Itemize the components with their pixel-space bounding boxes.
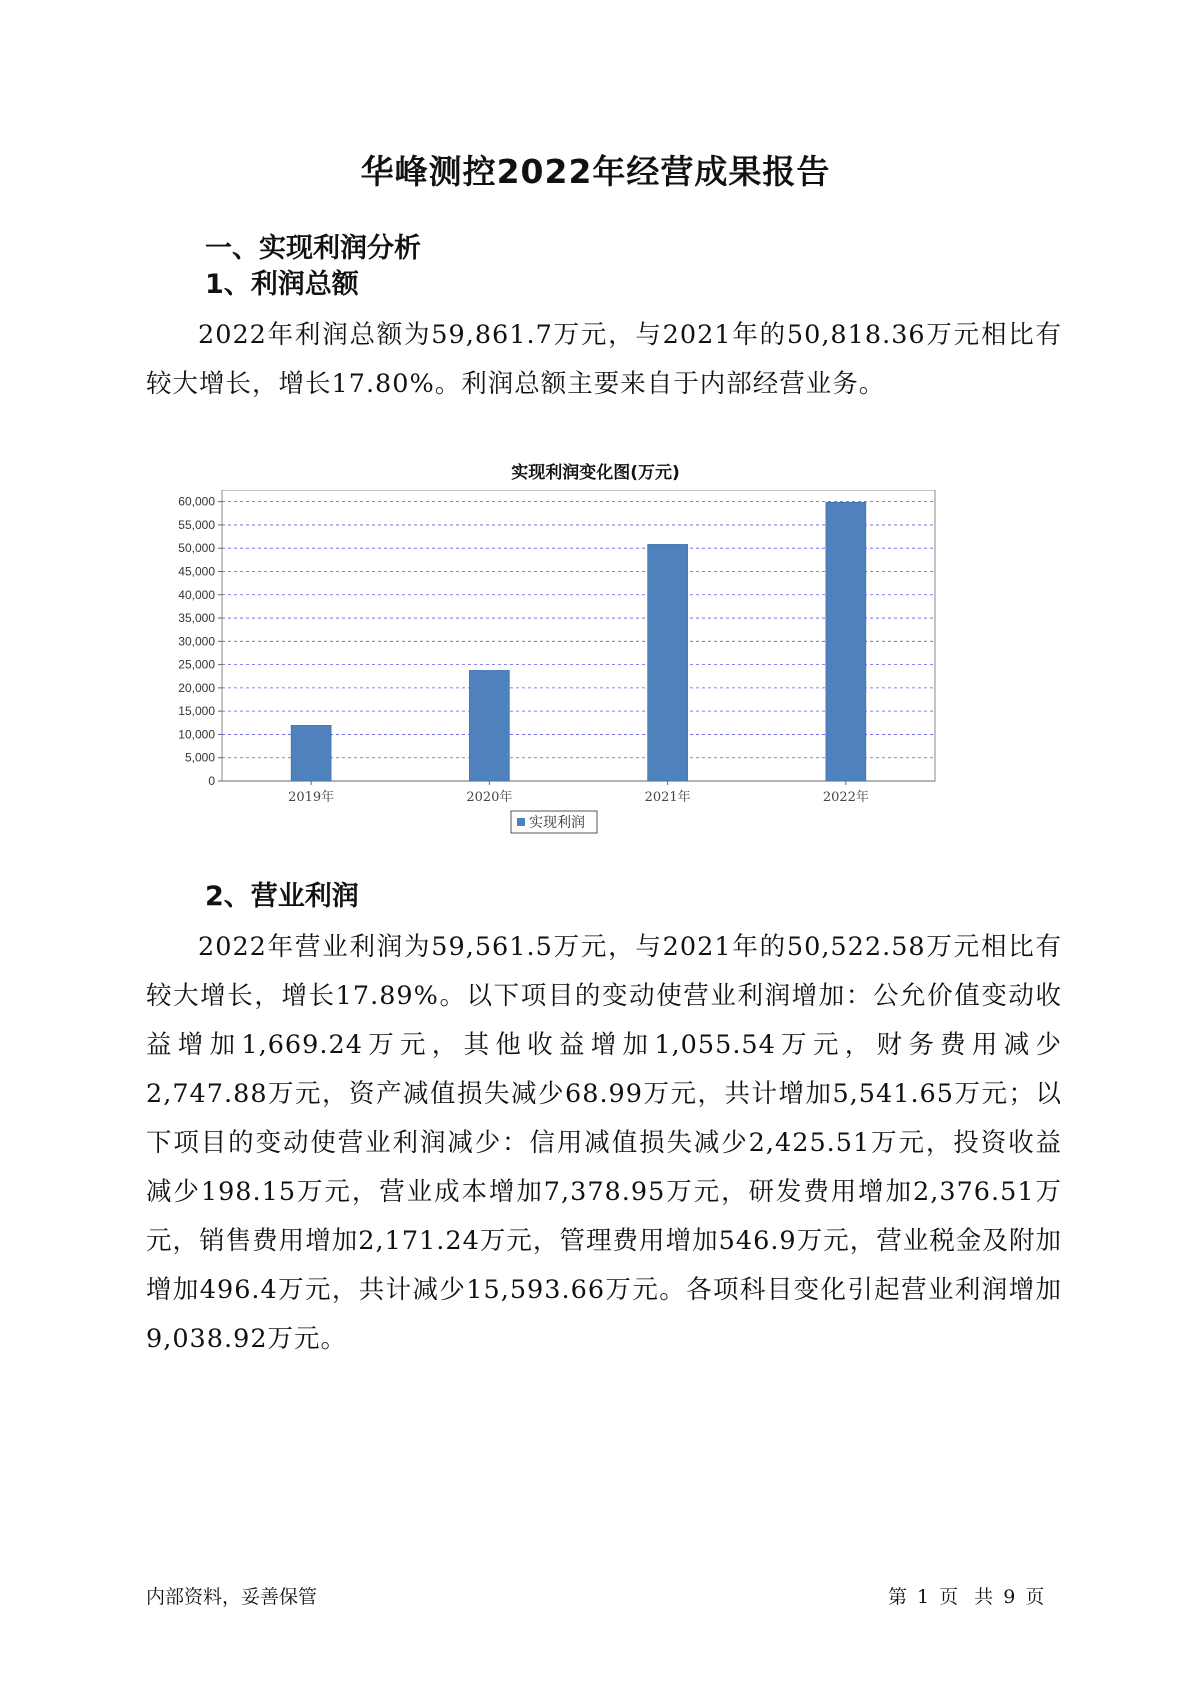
page-prefix: 第 xyxy=(888,1586,908,1608)
profit-bar-chart xyxy=(160,490,1020,850)
paragraph-operating-profit: 2022年营业利润为59,561.5万元，与2021年的50,522.58万元相比有较大增长，增长17.89%。以下项目的变动使营业利润增加：公允价值变动收益增加1,669.24万元，其他收益增加1,055.54万元，财务费用减少2,747.88万元，资产减值损失减少68.99万元，共计增加5,541.65万元；以下项目的变动使营业利润减少：信用减值损失减少2,425.51万元，投资收益减少198.15万元，营业成本增加7,378.95万元，研发费用增加2,376.51万元，销售费用增加2,171.24万元，管理费用增加546.9万元，营业税金及附加增加496.4万元，共计减少15,593.66万元。各项科目变化引起营业利润增加9,038.92万元。 xyxy=(146,932,1062,1354)
x-tick-label: 2021年 xyxy=(644,790,691,805)
subheading-total-profit: 1、利润总额 xyxy=(205,269,359,300)
x-tick-label: 2020年 xyxy=(466,790,513,805)
footer-page-info xyxy=(888,1582,1054,1609)
x-tick-label: 2022年 xyxy=(822,790,869,805)
page-number: 1 xyxy=(917,1586,930,1608)
footer-confidential-note: 内部资料，妥善保管 xyxy=(146,1586,318,1608)
chart-title: 实现利润变化图(万元) xyxy=(511,463,680,483)
x-tick-label: 2019年 xyxy=(288,790,335,805)
y-tick-label: 25,000 xyxy=(178,657,215,672)
y-tick-label: 35,000 xyxy=(178,611,215,626)
total-pages: 9 xyxy=(1003,1586,1016,1608)
total-unit: 页 xyxy=(1025,1586,1045,1608)
y-tick-label: 0 xyxy=(208,774,215,788)
y-tick-label: 30,000 xyxy=(178,634,215,649)
paragraph-total-profit: 2022年利润总额为59,861.7万元，与2021年的50,818.36万元相比有较大增长，增长17.80%。利润总额主要来自于内部经营业务。 xyxy=(146,320,1062,399)
bar xyxy=(648,544,688,781)
y-tick-label: 20,000 xyxy=(178,680,215,695)
section-heading-profit-analysis: 一、实现利润分析 xyxy=(205,233,421,264)
y-tick-label: 5,000 xyxy=(184,750,215,765)
y-tick-label: 55,000 xyxy=(178,517,215,532)
total-prefix: 共 xyxy=(974,1586,994,1608)
y-tick-label: 60,000 xyxy=(178,494,215,509)
bar xyxy=(469,670,509,781)
legend-swatch xyxy=(517,818,525,826)
y-tick-label: 50,000 xyxy=(178,541,215,556)
legend-label: 实现利润 xyxy=(529,815,585,831)
subheading-operating-profit: 2、营业利润 xyxy=(205,881,359,912)
y-tick-label: 10,000 xyxy=(178,727,215,742)
y-tick-label: 45,000 xyxy=(178,564,215,579)
bar xyxy=(291,725,331,781)
bar xyxy=(826,502,866,781)
y-tick-label: 15,000 xyxy=(178,704,215,719)
y-tick-label: 40,000 xyxy=(178,587,215,602)
page-unit: 页 xyxy=(939,1586,959,1608)
report-title: 华峰测控2022年经营成果报告 xyxy=(360,152,831,191)
